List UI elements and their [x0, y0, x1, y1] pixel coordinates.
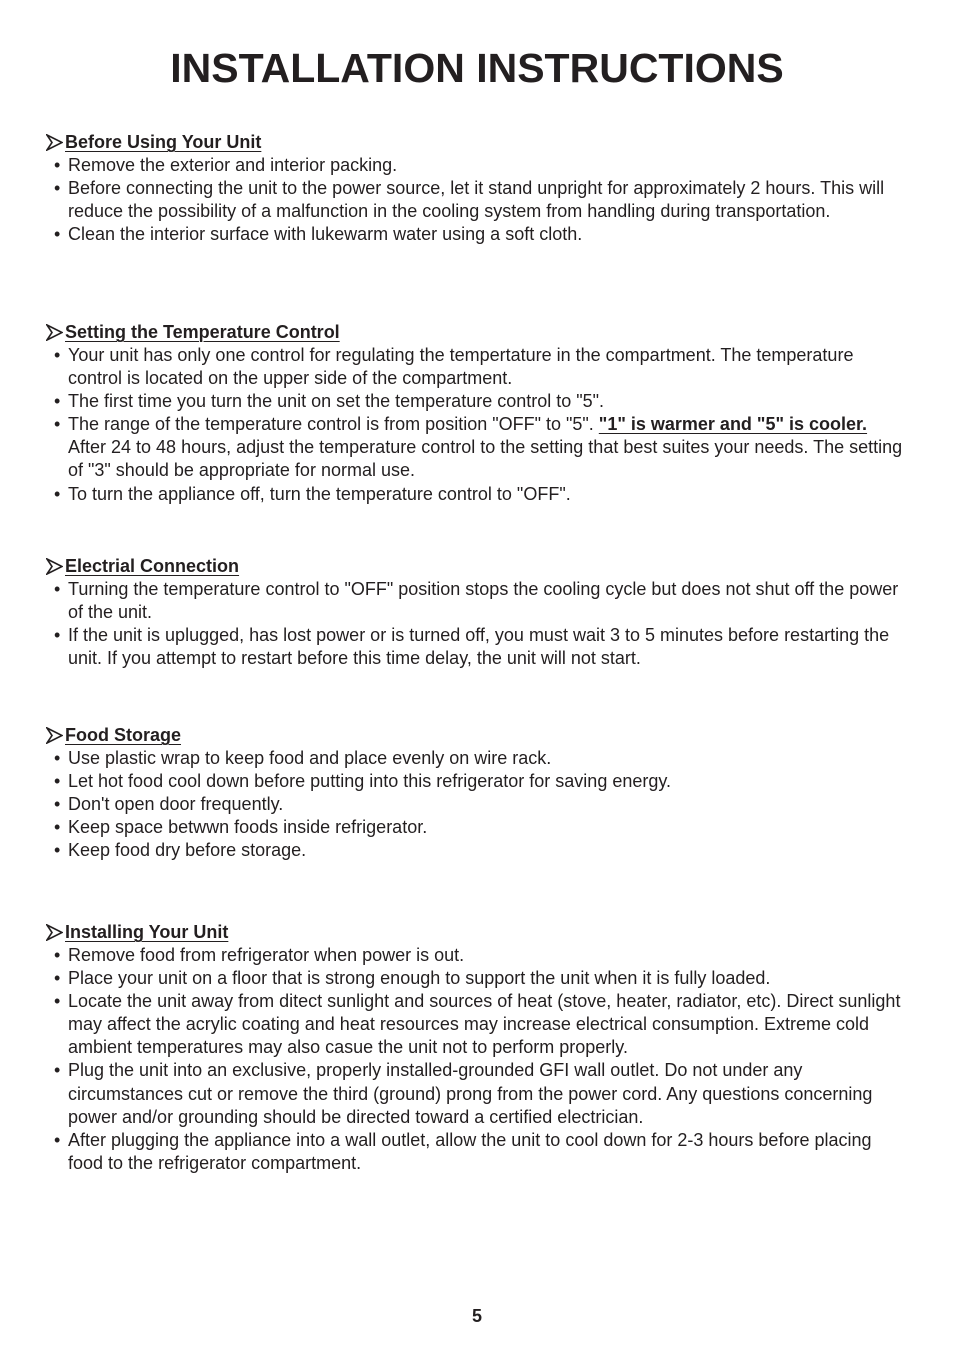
section-installing-unit — [46, 921, 906, 1175]
section-header — [46, 724, 906, 747]
section-header — [46, 921, 906, 944]
arrowhead-icon — [46, 727, 63, 744]
arrowhead-icon — [46, 924, 63, 941]
arrowhead-icon — [46, 324, 63, 341]
section-food-storage — [46, 724, 906, 862]
arrowhead-icon — [46, 558, 63, 575]
section-header — [46, 131, 906, 154]
list-item: • Use plastic wrap to keep food and place evenly on wire rack. — [46, 747, 906, 770]
list-item: • Locate the unit away from ditect sunlight and sources of heat (stove, heater, radiator, etc). Direct sunlight may affect the acrylic coating and heat resources may increase electrical consumption. Extreme cold ambient temperatures may also casue the unit not to perform properly. — [46, 990, 906, 1059]
list-item: • Remove the exterior and interior packing. — [46, 154, 906, 177]
arrowhead-icon — [46, 134, 63, 151]
bullet-list — [46, 344, 906, 506]
list-item: • Plug the unit into an exclusive, properly installed-grounded GFI wall outlet. Do not under any circumstances cut or remove the third (ground) prong from the power cord. Any questions concerning power and/or grounding should be directed toward a certified electrician. — [46, 1059, 906, 1128]
section-electrical-connection — [46, 555, 906, 670]
list-item-text: The range of the temperature control is from position "OFF" to "5". — [68, 414, 599, 435]
page-number: 5 — [471, 1306, 482, 1326]
list-item: • Place your unit on a floor that is strong enough to support the unit when it is fully loaded. — [46, 967, 906, 990]
bullet-list — [46, 578, 906, 670]
list-item: • To turn the appliance off, turn the temperature control to "OFF". — [46, 483, 906, 506]
section-heading: Electrial Connection — [65, 556, 240, 576]
list-item: • Keep space betwwn foods inside refrigerator. — [46, 816, 906, 839]
list-item: • Turning the temperature control to "OFF" position stops the cooling cycle but does not shut off the power of the unit. — [46, 578, 906, 624]
bullet-list — [46, 747, 906, 862]
list-item: • Clean the interior surface with lukewarm water using a soft cloth. — [46, 223, 906, 246]
section-heading: Setting the Temperature Control — [65, 322, 340, 342]
bullet-list — [46, 154, 906, 246]
section-temperature-control — [46, 321, 906, 506]
list-item: • After plugging the appliance into a wall outlet, allow the unit to cool down for 2-3 hours before placing food to the refrigerator compartment. — [46, 1129, 906, 1175]
list-item: • Don't open door frequently. — [46, 793, 906, 816]
section-heading: Before Using Your Unit — [65, 132, 262, 152]
section-heading: Food Storage — [65, 725, 181, 745]
list-item: • Remove food from refrigerator when power is out. — [46, 944, 906, 967]
section-heading: Installing Your Unit — [65, 922, 229, 942]
section-before-using — [46, 131, 906, 246]
list-item: • Your unit has only one control for regulating the tempertature in the compartment. The temperature control is located on the upper side of the compartment. — [46, 344, 906, 390]
list-item: • Keep food dry before storage. — [46, 839, 906, 862]
list-item: • Let hot food cool down before putting into this refrigerator for saving energy. — [46, 770, 906, 793]
list-item — [46, 413, 906, 482]
section-header — [46, 321, 906, 344]
list-item-text: After 24 to 48 hours, adjust the temperature control to the setting that best suites your needs. The setting of "3" should be appropriate for normal use. — [68, 437, 903, 481]
page-title: INSTALLATION INSTRUCTIONS — [170, 45, 784, 91]
list-item: • Before connecting the unit to the power source, let it stand unpright for approximately 2 hours. This will reduce the possibility of a malfunction in the cooling system from handling during transportation. — [46, 177, 906, 223]
emphasis-text: "1" is warmer and "5" is cooler. — [598, 414, 868, 435]
bullet-list — [46, 944, 906, 1175]
list-item: • If the unit is uplugged, has lost power or is turned off, you must wait 3 to 5 minutes before restarting the unit. If you attempt to restart before this time delay, the unit will not start. — [46, 624, 906, 670]
list-item: • The first time you turn the unit on set the temperature control to "5". — [46, 390, 906, 413]
section-header — [46, 555, 906, 578]
